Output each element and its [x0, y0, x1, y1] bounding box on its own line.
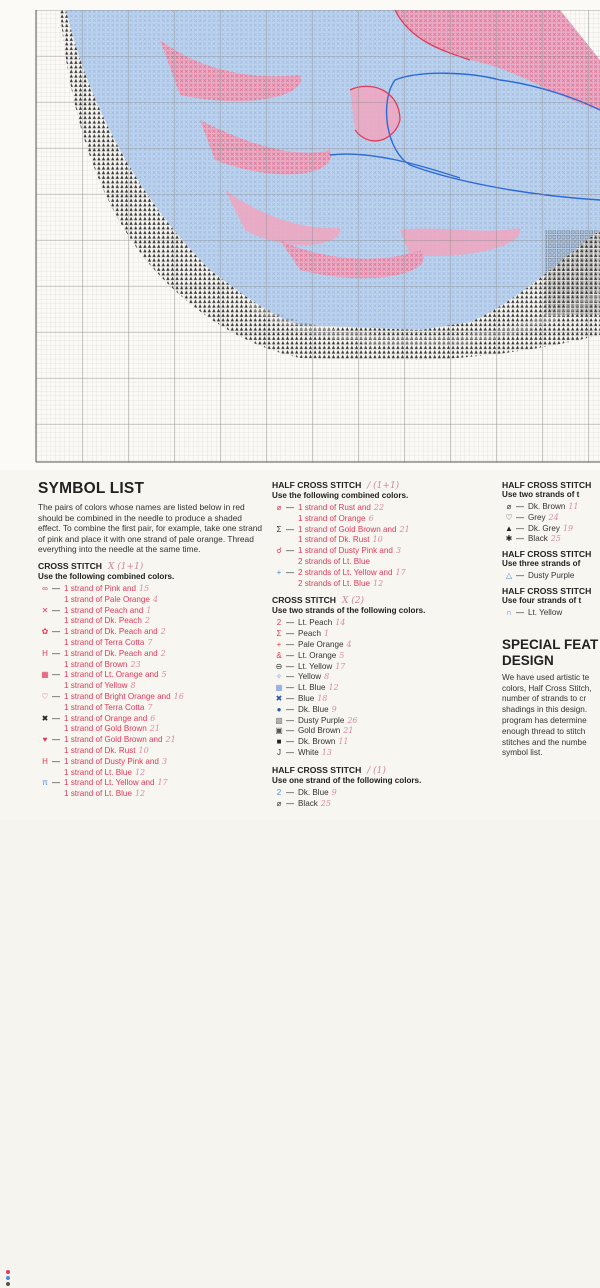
floss-number: 9	[331, 787, 337, 797]
floss-number: 25	[320, 798, 331, 808]
symbol-row	[502, 571, 600, 582]
floss-number: 6	[368, 513, 374, 523]
dash: —	[516, 512, 525, 522]
stitch-symbol-icon: ♡	[41, 691, 49, 701]
stitch-symbol-icon: ■	[276, 737, 282, 747]
floss-number: 17	[335, 661, 346, 671]
symbol-color-text: 1 strand of Lt. Yellow and 17	[64, 778, 168, 788]
dash: —	[286, 524, 295, 534]
symbol-row	[38, 606, 266, 617]
page-dots	[6, 1270, 10, 1288]
symbol-row	[272, 525, 494, 536]
stitch-symbol-icon: ∩	[506, 607, 512, 617]
special-features-line: shadings in this design.	[502, 705, 588, 715]
floss-number: 14	[335, 618, 346, 628]
dash: —	[286, 503, 295, 512]
dash: —	[286, 715, 295, 725]
symbol-color-text: 1 strand of Dusty Pink and 3	[64, 756, 168, 766]
half-four-list	[502, 608, 600, 619]
half-cross-one-heading: HALF CROSS STITCH / (1)	[272, 764, 386, 776]
legend-column-1	[38, 480, 266, 800]
dash: —	[516, 571, 525, 581]
stitch-symbol-icon: ⌀	[506, 502, 512, 511]
symbol-row	[502, 513, 600, 524]
stitch-symbol-icon: 2	[276, 618, 282, 628]
dash: —	[52, 778, 61, 788]
symbol-color-label: Grey 24	[528, 512, 559, 522]
symbol-color-text: 1 strand of Dk. Peach 2	[64, 616, 150, 626]
stitch-symbol-icon: ✱	[505, 534, 513, 544]
symbol-row	[38, 714, 266, 725]
special-features-line: We have used artistic te	[502, 672, 590, 682]
symbol-color-label: Black 25	[528, 534, 561, 544]
dash: —	[52, 627, 61, 637]
symbol-color-text: 1 strand of Dk. Peach and 2	[64, 648, 166, 658]
dash: —	[516, 607, 525, 617]
stitch-symbol-icon: π	[42, 778, 48, 788]
symbol-row	[502, 534, 600, 545]
half-cross-four-heading: HALF CROSS STITCH	[502, 585, 592, 596]
special-features-text	[502, 673, 600, 759]
symbol-color-label: Lt. Blue 12	[298, 683, 339, 693]
dash: —	[286, 618, 295, 628]
symbol-color-label: Lt. Yellow	[528, 607, 563, 617]
symbol-color-label: Dusty Purple	[528, 571, 575, 581]
dash: —	[52, 713, 61, 723]
floss-number: 10	[138, 745, 149, 755]
dash: —	[516, 534, 525, 544]
floss-number: 2	[144, 616, 150, 626]
symbol-row	[272, 726, 494, 737]
dash: —	[286, 629, 295, 639]
symbol-color-text: 1 strand of Gold Brown and 21	[64, 735, 176, 745]
dash: —	[286, 747, 295, 757]
dash: —	[286, 546, 295, 556]
symbol-row	[272, 546, 494, 557]
half-three-list	[502, 571, 600, 582]
symbol-color-text: 1 strand of Lt. Blue 12	[64, 789, 146, 799]
floss-number: 12	[134, 767, 146, 777]
stitch-symbol-icon: 2	[276, 787, 282, 797]
stitch-symbol-icon: ▦	[275, 683, 283, 693]
symbol-color-label: Dk. Brown 11	[528, 502, 579, 511]
cross-stitch-heading: CROSS STITCH X (1+1)	[38, 560, 144, 572]
dash: —	[52, 605, 61, 615]
symbol-color-text: 1 strand of Peach and 1	[64, 605, 152, 615]
symbol-color-text: 1 strand of Rust and 22	[298, 503, 385, 512]
floss-number: 12	[373, 578, 384, 588]
symbol-row	[272, 683, 494, 694]
dash: —	[286, 683, 295, 693]
half-cross-two-heading: HALF CROSS STITCH	[502, 480, 592, 490]
symbol-row	[38, 627, 266, 638]
cross-stitch-two-heading: CROSS STITCH X (2)	[272, 595, 365, 607]
floss-number: 5	[339, 650, 345, 660]
symbol-row	[272, 629, 494, 640]
stitch-symbol-icon: ⌀	[276, 798, 282, 808]
symbol-color-text: 1 strand of Dusty Pink and 3	[298, 546, 402, 556]
dash: —	[286, 693, 295, 703]
symbol-row	[38, 692, 266, 703]
stitch-symbol-icon: ✖	[275, 693, 283, 703]
floss-number: 21	[165, 735, 176, 745]
symbol-color-text: 1 strand of Gold Brown 21	[64, 724, 160, 734]
symbol-row	[38, 670, 266, 681]
symbol-row	[272, 662, 494, 673]
stitch-symbol-icon: H	[42, 648, 48, 658]
symbol-row	[502, 524, 600, 535]
floss-number: 18	[317, 693, 328, 703]
floss-number: 21	[149, 724, 160, 734]
symbol-row	[502, 608, 600, 619]
half-two-list	[502, 502, 600, 545]
legend-column-3	[502, 480, 600, 759]
floss-number: 8	[324, 672, 330, 682]
half-combined-list	[272, 503, 494, 589]
half-two-subheading: Use two strands of t	[502, 490, 580, 499]
floss-number: 10	[372, 535, 383, 545]
floss-number: 4	[346, 639, 352, 649]
symbol-color-label: Dk. Brown 11	[298, 737, 349, 747]
floss-number: 1	[146, 605, 152, 615]
special-features-line: enough thread to stitch	[502, 726, 586, 736]
floss-number: 15	[139, 583, 150, 593]
symbol-color-label: Blue 18	[298, 693, 328, 703]
symbol-row	[502, 502, 600, 513]
cross-stitch-chart	[0, 0, 600, 470]
symbol-color-label: Gold Brown 21	[298, 726, 354, 736]
symbol-list-title: SYMBOL LIST	[38, 480, 145, 497]
special-features-line: colors, Half Cross Stitch,	[502, 683, 592, 693]
symbol-color-label: Lt. Orange 5	[298, 650, 345, 660]
half-combined-subheading: Use the following combined colors.	[272, 491, 409, 500]
stitch-symbol-icon: ♥	[42, 735, 48, 745]
floss-number: 9	[331, 704, 337, 714]
floss-number: 17	[395, 567, 406, 577]
stitch-symbol-icon: ⌀	[276, 503, 282, 512]
floss-number: 23	[130, 659, 141, 669]
dash: —	[52, 756, 61, 766]
stitch-symbol-icon: ▣	[275, 726, 283, 736]
symbol-color-label: Dk. Grey 19	[528, 523, 574, 533]
floss-number: 4	[152, 594, 159, 604]
stitch-symbol-icon: +	[276, 567, 282, 577]
symbol-row	[38, 735, 266, 746]
symbol-row	[272, 748, 494, 759]
floss-number: 21	[343, 726, 354, 736]
symbol-color-label: Dk. Blue 9	[298, 704, 337, 714]
symbol-color-label: Peach 1	[298, 629, 330, 639]
stitch-symbol-icon: ✿	[41, 627, 49, 637]
special-features-line: symbol list.	[502, 748, 543, 758]
dash: —	[286, 650, 295, 660]
stitch-symbol-icon: &	[276, 650, 282, 660]
dash: —	[52, 691, 61, 701]
special-features-title: SPECIAL FEAT DESIGN	[502, 636, 599, 668]
dash: —	[516, 502, 525, 511]
symbol-color-text: 1 strand of Lt. Blue 12	[64, 767, 146, 777]
stitch-symbol-icon: ☌	[276, 546, 282, 556]
symbol-color-text: 1 strand of Terra Cotta 7	[64, 637, 153, 647]
symbol-row	[272, 788, 494, 799]
dash: —	[516, 523, 525, 533]
stitch-symbol-icon: +	[276, 639, 282, 649]
stitch-symbol-icon: ✧	[275, 672, 283, 682]
symbol-color-text: 1 strand of Orange 6	[298, 513, 374, 523]
floss-number: 16	[173, 691, 184, 701]
symbol-color-text: 1 strand of Brown 23	[64, 659, 141, 669]
floss-number: 21	[399, 524, 410, 534]
floss-number: 5	[161, 670, 167, 680]
dash: —	[52, 648, 61, 658]
symbol-row	[272, 694, 494, 705]
dash: —	[286, 639, 295, 649]
symbol-row	[272, 799, 494, 810]
symbol-color-text: 2 strands of Lt. Blue 12	[298, 578, 384, 588]
symbol-row	[272, 568, 494, 579]
special-features-line: number of strands to cr	[502, 694, 587, 704]
special-features-line: stitches and the numbe	[502, 737, 587, 747]
stitch-symbol-icon: J	[277, 747, 281, 757]
dash: —	[286, 787, 295, 797]
symbol-row	[38, 757, 266, 768]
symbol-color-text: 1 strand of Yellow 8	[64, 681, 136, 691]
symbol-color-label: Black 25	[298, 798, 331, 808]
symbol-color-text: 1 strand of Dk. Peach and 2	[64, 627, 166, 637]
symbol-list-intro: The pairs of colors whose names are listed below in red should be combined in the needle to produce a shaded effect. To combine the first pair, for example, take one strand of pink and place it with one strand of pale orange. Thread everything into the needle at the same time.	[38, 502, 263, 555]
symbol-row	[38, 649, 266, 660]
legend-column-2	[272, 480, 494, 809]
stitch-symbol-icon: ⊖	[275, 661, 283, 671]
dash: —	[52, 735, 61, 745]
symbol-color-text: 1 strand of Gold Brown and 21	[298, 524, 410, 534]
floss-number: 1	[323, 629, 330, 639]
floss-number: 25	[550, 534, 561, 544]
cross-combined-subheading: Use the following combined colors.	[38, 571, 175, 581]
floss-number: 11	[338, 737, 349, 747]
symbol-color-text: 2 strands of Lt. Yellow and 17	[298, 567, 406, 577]
floss-number: 12	[134, 789, 146, 799]
half-one-list	[272, 788, 494, 810]
symbol-color-label: Dusty Purple 26	[298, 715, 358, 725]
stitch-symbol-icon: Σ	[276, 524, 282, 534]
half-one-subheading: Use one strand of the following colors.	[272, 775, 422, 785]
dash: —	[52, 670, 61, 680]
symbol-color-text: 1 strand of Dk. Rust 10	[64, 745, 149, 755]
symbol-color-text: 1 strand of Dk. Rust 10	[298, 535, 383, 545]
floss-number: 17	[157, 778, 168, 788]
floss-number: 8	[130, 681, 136, 691]
floss-number: 2	[160, 648, 166, 658]
symbol-color-text: 1 strand of Orange and 6	[64, 713, 156, 723]
symbol-row	[272, 651, 494, 662]
symbol-color-text: 1 strand of Terra Cotta 7	[64, 702, 153, 712]
floss-number: 3	[161, 756, 168, 766]
floss-number: 24	[548, 512, 559, 522]
half-cross-three-heading: HALF CROSS STITCH	[502, 549, 592, 560]
symbol-color-label: Lt. Peach 14	[298, 618, 346, 628]
symbol-row	[272, 716, 494, 727]
symbol-color-label: White 13	[298, 747, 332, 757]
symbol-row	[272, 705, 494, 716]
stitch-symbol-icon: H	[42, 756, 48, 766]
symbol-row	[272, 618, 494, 629]
symbol-color-text: 2 strands of Lt. Blue	[298, 556, 370, 566]
stitch-symbol-icon: ∞	[42, 583, 48, 593]
floss-number: 22	[373, 503, 385, 512]
dash: —	[286, 704, 295, 714]
cross-combined-list	[38, 584, 266, 800]
dash: —	[52, 583, 61, 593]
stitch-symbol-icon: ▦	[41, 670, 49, 680]
symbol-color-text: 1 strand of Lt. Orange and 5	[64, 670, 167, 680]
stitch-symbol-icon: ▲	[505, 523, 513, 533]
symbol-row	[272, 640, 494, 651]
dash: —	[286, 661, 295, 671]
symbol-color-text: 1 strand of Bright Orange and 16	[64, 691, 184, 701]
half-three-subheading: Use three strands of	[502, 559, 581, 569]
stitch-symbol-icon: ✖	[41, 713, 49, 723]
floss-number: 7	[147, 702, 153, 712]
half-four-subheading: Use four strands of t	[502, 595, 582, 605]
stitch-symbol-icon: △	[505, 571, 513, 581]
stitch-symbol-icon: Σ	[276, 629, 282, 639]
stitch-symbol-icon: ●	[276, 704, 282, 714]
symbol-color-label: Dk. Blue 9	[298, 787, 337, 797]
half-cross-combined-heading: HALF CROSS STITCH / (1+1)	[272, 480, 400, 491]
floss-number: 7	[147, 637, 153, 647]
dash: —	[286, 672, 295, 682]
symbol-color-label: Lt. Yellow 17	[298, 661, 346, 671]
symbol-legend	[0, 470, 600, 820]
symbol-row	[38, 584, 266, 595]
dash: —	[286, 567, 295, 577]
symbol-row	[272, 672, 494, 683]
symbol-row	[272, 503, 494, 514]
stitch-symbol-icon: ♡	[505, 512, 513, 522]
floss-number: 19	[562, 523, 574, 533]
symbol-row	[272, 737, 494, 748]
floss-number: 2	[160, 627, 166, 637]
floss-number: 13	[321, 747, 332, 757]
stitch-symbol-icon: ✕	[41, 605, 49, 615]
floss-number: 3	[395, 546, 402, 556]
stitch-symbol-icon: ▩	[275, 715, 283, 725]
symbol-color-label: Yellow 8	[298, 672, 330, 682]
symbol-color-text: 1 strand of Pale Orange 4	[64, 594, 159, 604]
cross-two-subheading: Use two strands of the following colors.	[272, 606, 426, 616]
floss-number: 11	[568, 502, 579, 511]
dash: —	[286, 798, 295, 808]
floss-number: 6	[150, 713, 156, 723]
dash: —	[286, 737, 295, 747]
floss-number: 26	[347, 715, 358, 725]
cross-two-list	[272, 618, 494, 758]
symbol-row	[38, 778, 266, 789]
dash: —	[286, 726, 295, 736]
symbol-color-text: 1 strand of Pink and 15	[64, 583, 150, 593]
special-features-line: program has determine	[502, 715, 587, 725]
floss-number: 12	[328, 683, 339, 693]
symbol-color-label: Pale Orange 4	[298, 639, 352, 649]
